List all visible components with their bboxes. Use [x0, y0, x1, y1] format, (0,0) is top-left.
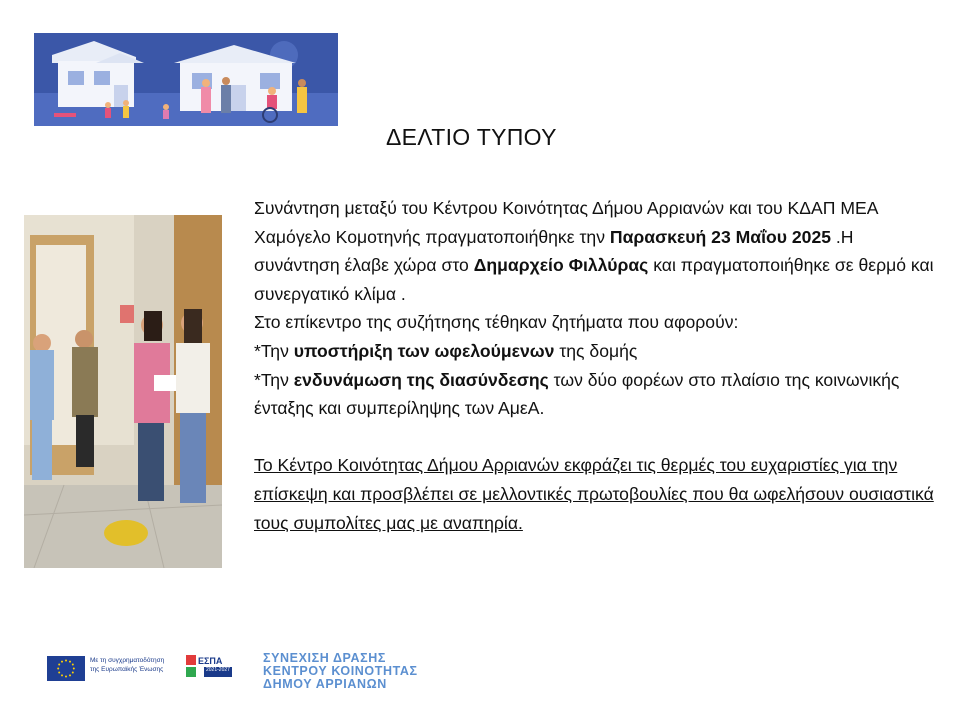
meeting-place: Δημαρχείο Φιλλύρας	[473, 255, 649, 276]
eu-flag-icon	[47, 656, 85, 681]
paragraph-intro: Συνάντηση μεταξύ του Κέντρου Κοινότητας Δήμου Αρριανών και του ΚΔΑΠ ΜΕΑ Χαμόγελο Κομοτηνής πραγματοποιήθηκε την Παρασκευή 23 Μαΐου 2025 .Η συνάντηση έλαβε χώρα στο Δημαρχείο Φιλλύρας και πραγματοποιήθηκε σε θερμό και συνεργατικό κλίμα .	[254, 198, 934, 304]
espa-years: 2021-2027	[206, 667, 230, 673]
closing-paragraph: Το Κέντρο Κοινότητας Δήμου Αρριανών εκφράζει τις θερμές του ευχαριστίες για την επίσκεψη και προσβλέπει σε μελλοντικές πρωτοβουλίες που θα ωφελήσουν ουσιαστικά τους συμπολίτες μας με αναπηρία.	[254, 455, 934, 533]
topic-item-empowerment: *Την ενδυνάμωση της διασύνδεσης των δύο φορέων στο πλαίσιο της κοινωνικής ένταξης και συμπερίληψης των ΑμεΑ.	[254, 369, 900, 419]
espa-label: ΕΣΠΑ	[198, 656, 223, 666]
meeting-photo	[24, 215, 222, 568]
eu-cofunding-text: Με τη συγχρηματοδότηση της Ευρωπαϊκής Ένωσης	[90, 657, 165, 673]
houses-family-illustration	[34, 33, 338, 126]
organization-name: ΣΥΝΕΧΙΣΗ ΔΡΑΣΗΣ ΚΕΝΤΡΟΥ ΚΟΙΝΟΤΗΤΑΣ ΔΗΜΟΥ ΑΡΡΙΑΝΩΝ	[263, 651, 418, 691]
header-banner-illustration	[34, 33, 338, 126]
spacer	[254, 423, 934, 452]
press-release-body	[254, 194, 934, 537]
paragraph-topics-intro: Στο επίκεντρο της συζήτησης τέθηκαν ζητήματα που αφορούν:	[254, 312, 739, 333]
topic-item-support: *Την υποστήριξη των ωφελούμενων της δομής	[254, 340, 638, 361]
page-title: ΔΕΛΤΙΟ ΤΥΠΟΥ	[386, 124, 557, 150]
footer-logos	[0, 640, 960, 720]
group-photo-illustration	[24, 215, 222, 568]
meeting-date: Παρασκευή 23 Μαΐου 2025	[609, 226, 832, 247]
